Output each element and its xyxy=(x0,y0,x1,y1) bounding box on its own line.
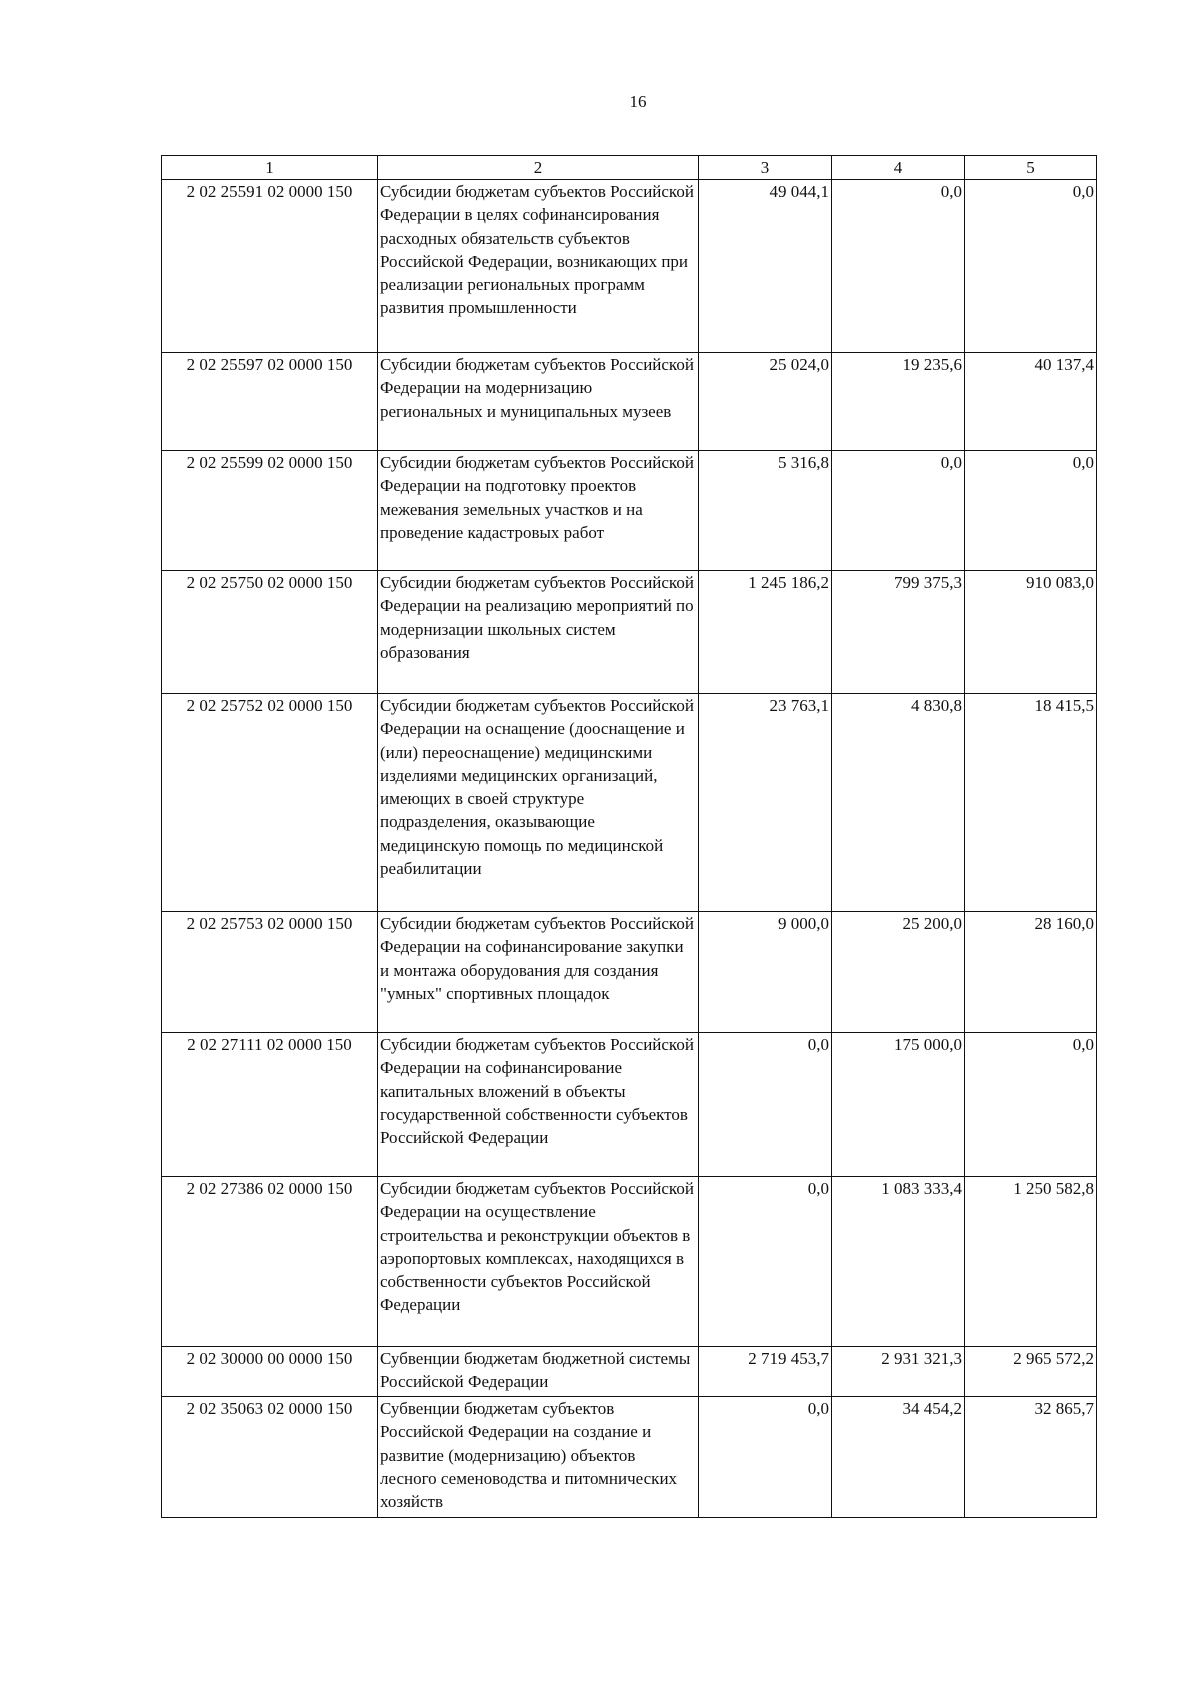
value-col-3: 0,0 xyxy=(699,1397,832,1518)
column-header-1: 1 xyxy=(162,156,378,180)
value-col-5: 0,0 xyxy=(965,1033,1097,1177)
value-col-5: 910 083,0 xyxy=(965,571,1097,694)
value-col-4: 799 375,3 xyxy=(832,571,965,694)
value-col-5: 18 415,5 xyxy=(965,694,1097,912)
value-col-5: 0,0 xyxy=(965,451,1097,571)
value-col-4: 25 200,0 xyxy=(832,912,965,1033)
budget-code: 2 02 25752 02 0000 150 xyxy=(162,694,378,912)
budget-description: Субсидии бюджетам субъектов Российской Федерации на софинансирование закупки и монтажа оборудования для создания "умных" спортивных площадок xyxy=(378,912,699,1033)
value-col-3: 0,0 xyxy=(699,1177,832,1347)
value-col-4: 4 830,8 xyxy=(832,694,965,912)
table-row xyxy=(162,571,1097,694)
budget-table xyxy=(161,155,1097,1518)
value-col-4: 0,0 xyxy=(832,451,965,571)
value-col-3: 25 024,0 xyxy=(699,353,832,451)
value-col-4: 2 931 321,3 xyxy=(832,1347,965,1397)
budget-code: 2 02 25597 02 0000 150 xyxy=(162,353,378,451)
value-col-3: 0,0 xyxy=(699,1033,832,1177)
table-row xyxy=(162,1033,1097,1177)
column-header-4: 4 xyxy=(832,156,965,180)
value-col-3: 2 719 453,7 xyxy=(699,1347,832,1397)
value-col-5: 32 865,7 xyxy=(965,1397,1097,1518)
value-col-4: 19 235,6 xyxy=(832,353,965,451)
budget-code: 2 02 27111 02 0000 150 xyxy=(162,1033,378,1177)
value-col-3: 1 245 186,2 xyxy=(699,571,832,694)
column-header-5: 5 xyxy=(965,156,1097,180)
column-header-3: 3 xyxy=(699,156,832,180)
value-col-3: 9 000,0 xyxy=(699,912,832,1033)
budget-description: Субсидии бюджетам субъектов Российской Федерации в целях софинансирования расходных обязательств субъектов Российской Федерации, возникающих при реализации региональных программ развития промышленности xyxy=(378,180,699,353)
page-number: 16 xyxy=(629,92,647,111)
value-col-4: 34 454,2 xyxy=(832,1397,965,1518)
budget-code: 2 02 25753 02 0000 150 xyxy=(162,912,378,1033)
budget-code: 2 02 35063 02 0000 150 xyxy=(162,1397,378,1518)
budget-description: Субсидии бюджетам субъектов Российской Федерации на осуществление строительства и реконструкции объектов в аэропортовых комплексах, находящихся в собственности субъектов Российской Федерации xyxy=(378,1177,699,1347)
budget-description: Субсидии бюджетам субъектов Российской Федерации на модернизацию региональных и муниципальных музеев xyxy=(378,353,699,451)
table-row xyxy=(162,180,1097,353)
table-row xyxy=(162,1177,1097,1347)
budget-code: 2 02 25750 02 0000 150 xyxy=(162,571,378,694)
value-col-5: 28 160,0 xyxy=(965,912,1097,1033)
budget-description: Субвенции бюджетам субъектов Российской Федерации на создание и развитие (модернизацию) объектов лесного семеноводства и питомнических хозяйств xyxy=(378,1397,699,1518)
table-row xyxy=(162,353,1097,451)
table-row xyxy=(162,694,1097,912)
value-col-4: 0,0 xyxy=(832,180,965,353)
header-row xyxy=(162,156,1097,180)
budget-code: 2 02 27386 02 0000 150 xyxy=(162,1177,378,1347)
value-col-5: 2 965 572,2 xyxy=(965,1347,1097,1397)
value-col-4: 1 083 333,4 xyxy=(832,1177,965,1347)
value-col-5: 0,0 xyxy=(965,180,1097,353)
table-row xyxy=(162,912,1097,1033)
budget-code: 2 02 25591 02 0000 150 xyxy=(162,180,378,353)
budget-description: Субсидии бюджетам субъектов Российской Федерации на реализацию мероприятий по модернизации школьных систем образования xyxy=(378,571,699,694)
budget-description: Субсидии бюджетам субъектов Российской Федерации на подготовку проектов межевания земельных участков и на проведение кадастровых работ xyxy=(378,451,699,571)
table-row xyxy=(162,1347,1097,1397)
value-col-3: 49 044,1 xyxy=(699,180,832,353)
budget-description: Субсидии бюджетам субъектов Российской Федерации на софинансирование капитальных вложений в объекты государственной собственности субъектов Российской Федерации xyxy=(378,1033,699,1177)
value-col-5: 40 137,4 xyxy=(965,353,1097,451)
budget-code: 2 02 25599 02 0000 150 xyxy=(162,451,378,571)
column-header-2: 2 xyxy=(378,156,699,180)
table-row xyxy=(162,451,1097,571)
budget-code: 2 02 30000 00 0000 150 xyxy=(162,1347,378,1397)
budget-description: Субвенции бюджетам бюджетной системы Российской Федерации xyxy=(378,1347,699,1397)
value-col-5: 1 250 582,8 xyxy=(965,1177,1097,1347)
table-row xyxy=(162,1397,1097,1518)
value-col-3: 23 763,1 xyxy=(699,694,832,912)
budget-description: Субсидии бюджетам субъектов Российской Федерации на оснащение (дооснащение и (или) переоснащение) медицинскими изделиями медицинских организаций, имеющих в своей структуре подразделения, оказывающие медицинскую помощь по медицинской реабилитации xyxy=(378,694,699,912)
value-col-3: 5 316,8 xyxy=(699,451,832,571)
value-col-4: 175 000,0 xyxy=(832,1033,965,1177)
